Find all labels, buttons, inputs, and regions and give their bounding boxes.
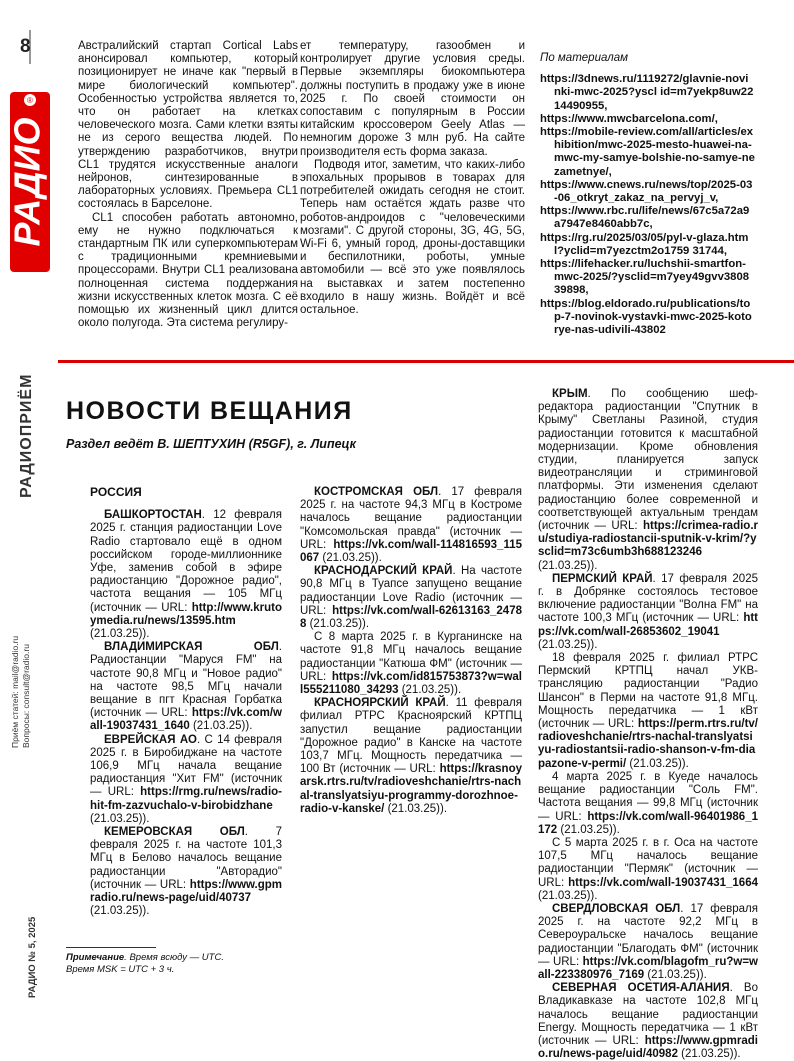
source-link[interactable]: https://vk.com/wall-62613163_24788 [300, 604, 522, 631]
reference-link[interactable]: https://mobile-review.com/all/articles/exhibition/mwc-2025-mesto-huawei-na-mwc-my-samye-bolshie-no-samye-nezametnye/, [540, 126, 755, 178]
news-text: . 12 февраля 2025 г. станция радиостанции Love Radio стартовало ещё в одном российском городе-миллионнике Уфе, заменив собой в эфире радиостанцию "Дорожное радио", частота вещания — 105 МГц (источник — URL: [90, 509, 282, 614]
news-text: . С 14 февраля 2025 г. в Биробиджане на частоте 106,9 МГц начала вещание радиостанция "Хит FM" (источник — URL: [90, 733, 282, 799]
region-name: КРЫМ [552, 388, 588, 400]
references-heading: По материалам [540, 52, 629, 64]
source-link[interactable]: https://vk.com/wall-96401986_1172 [538, 810, 758, 836]
source-date: (21.03.25)). [626, 757, 689, 770]
news-text: . 7 февраля 2025 г. на частоте 101,3 МГц в Белово началось вещание радиостанции "Авторадио" (источник — URL: [90, 826, 282, 891]
source-link[interactable]: https://crimea-radio.ru/studiya-radiostancii-sputnik-v-krim/?ysclid=m73c6umb3h688123246 [538, 520, 758, 559]
article-paragraph: CL1 способен работать автономно, ему не нужно подключаться к стандартным ПК или суперкомпьютерам с традиционными кремниевыми процессорами. Внутри CL1 реализована полноценная система поддержания жизни искусственных клеток мозга. С её помощью их жизненный цикл длится около полугода. Эта система регулиру- [78, 211, 298, 330]
source-link[interactable]: https://vk.com/wall-114816593_115067 [300, 538, 522, 565]
section-title: НОВОСТИ ВЕЩАНИЯ [66, 397, 353, 425]
source-link[interactable]: https://www.gpmradio.ru/news-page/uid/40737 [90, 878, 282, 905]
news-column-2 [300, 486, 522, 816]
contacts [10, 636, 32, 748]
news-item [90, 641, 282, 733]
source-link[interactable]: https://rmg.ru/news/radio-hit-fm-zazvuchalo-v-birobidzhane [90, 786, 282, 812]
region-name: КОСТРОМСКАЯ ОБЛ [314, 486, 439, 498]
reference-link[interactable]: https://www.cnews.ru/news/top/2025-03-06_otkryt_zakaz_na_pervyj_v, [540, 178, 753, 205]
source-date: (21.03.25)). [90, 905, 150, 918]
article-paragraph: Подводя итог, заметим, что каких-либо эпохальных прорывов в товарах для потребителей ожидать сегодня не стоит. Теперь нам остаётся ждать разве что роботов-андроидов с "человеческими мозгами". С другой стороны, 3G, 4G, 5G, Wi-Fi 6, умный город, дроны-доставщики и беспилотники, роботы, умные автомобили — всё это уже появлялось на выставках и затем постепенно входило в нашу жизнь. Войдёт и всё остальное. [300, 158, 525, 317]
news-column-3 [538, 388, 758, 1061]
region-name: КРАСНОДАРСКИЙ КРАЙ [314, 565, 453, 578]
source-date: (21.03.25)). [677, 1048, 741, 1061]
section-subtitle: Раздел ведёт В. ШЕПТУХИН (R5GF), г. Липецк [66, 437, 356, 451]
news-item [538, 573, 758, 652]
source-date: (21.03.25)). [384, 802, 448, 815]
source-link[interactable]: https://vk.com/blagofm_ru?w=wall-223380976_7169 [538, 955, 758, 981]
region-name: ЕВРЕЙСКАЯ АО [104, 733, 197, 746]
news-item [90, 826, 282, 918]
news-items-col3 [538, 388, 758, 1061]
region-name: ПЕРМСКИЙ КРАЙ [552, 572, 653, 585]
page-number-badge [29, 30, 49, 64]
news-item [300, 565, 522, 631]
note-rule [66, 947, 156, 948]
news-item [538, 652, 758, 771]
region-name: СЕВЕРНАЯ ОСЕТИЯ-АЛАНИЯ [552, 982, 730, 995]
news-item [538, 903, 758, 982]
news-item [90, 734, 282, 826]
source-date: (21.03.25)). [90, 628, 150, 641]
svg-text:РАДИО: РАДИО [6, 117, 48, 247]
news-text: 4 марта 2025 г. в Куеде началось вещание радиостанции "Соль FM". Частота вещания — 99,8 МГц (источник — URL: [538, 770, 758, 823]
note-text: . Время всюду — UTC. [124, 952, 224, 963]
country-heading: РОССИЯ [90, 485, 142, 499]
source-date: (21.03.25)). [538, 559, 598, 572]
source-date: (21.03.25)). [319, 552, 382, 565]
news-item [300, 697, 522, 816]
source-link[interactable]: https://www.gpmradio.ru/news-page/uid/40982 [538, 1034, 758, 1061]
news-text: С 8 марта 2025 г. в Курганинске на частоте 91,8 МГц началось вещание радиостанции "Катюша ФМ" (источник — URL: [300, 631, 522, 683]
news-items-col2 [300, 486, 522, 816]
contact-articles: Приём статей: mail@radio.ru [10, 635, 20, 748]
reference-link[interactable]: https://3dnews.ru/1119272/glavnie-novinki-mwc-2025?yscl id=m7yekp8uw2214490955, [540, 73, 754, 112]
news-text: . Во Владикавказе на частоте 102,8 МГц началось вещание радиостанции Energy. Мощность передатчика — 1 кВт (источник — URL: [538, 982, 758, 1047]
source-date: (21.03.25)). [538, 638, 598, 651]
article-paragraph: ет температуру, газообмен и контролирует другие условия среды. Первые экземпляры биокомпьютера должны поступить в продажу уже в июне 2025 г. По своей стоимости он сопоставим с популярным в России китайским кроссовером Geely Atlas — немногим дороже 3 млн руб. На сайте производителя есть форма заказа. [300, 40, 525, 158]
reference-link[interactable]: https://lifehacker.ru/luchshii-smartfon-mwc-2025/?ysclid=m7yey49gvv380839898, [540, 258, 750, 297]
footnote [66, 952, 224, 976]
news-item [538, 982, 758, 1061]
news-text: 18 февраля 2025 г. филиал РТРС Пермский КРТПЦ начал УКВ-трансляцию радиостанции "Радио Шансон" в Перми на частоте 91,8 МГц. Мощность передатчика — 1 кВт (источник — URL: [538, 652, 758, 731]
source-link[interactable]: https://vk.com/id815753873?w=wall555211080_34293 [300, 670, 522, 697]
source-date: (21.03.25)). [306, 618, 370, 631]
svg-text:®: ® [27, 96, 33, 105]
source-link[interactable]: https://vk.com/wall-26853602_19041 [538, 612, 758, 638]
region-name: СВЕРДЛОВСКАЯ ОБЛ [552, 902, 681, 915]
reference-link[interactable]: https://rg.ru/2025/03/05/pyl-v-glaza.html?yclid=m7yezctm2o1759 31744, [540, 231, 749, 257]
source-date: (21.03.25)). [557, 823, 620, 836]
region-name: БАШКОРТОСТАН [104, 509, 202, 522]
source-link[interactable]: https://perm.rtrs.ru/tv/radioveshchanie/rtrs-nachal-translyatsiyu-radiostantsii-radio-shanson-v-fm-diapazone-v-permi/ [538, 718, 758, 770]
source-date: (21.03.25)). [189, 720, 253, 733]
news-text: . 17 февраля 2025 г. в Добрянке состоялось тестовое включение радиостанции "Волна FM" на частоте 100,3 МГц (источник — URL: [538, 572, 758, 625]
news-item [90, 509, 282, 641]
source-date: (21.03.25)). [398, 684, 462, 697]
news-items-col1 [90, 509, 282, 918]
source-date: (21.03.25)). [538, 889, 598, 902]
article-column-2 [300, 40, 525, 317]
news-text: С 5 марта 2025 г. в г. Оса на частоте 107,5 МГц началось вещание радиостанции "Пермяк" (источник — URL: [538, 836, 758, 889]
news-text: . На частоте 90,8 МГц в Туапсе запущено вещание радиостанции Love Radio (источник — URL: [300, 565, 522, 617]
sidebar [0, 0, 58, 1020]
news-text: . 17 февраля 2025 г. на частоте 94,3 МГц в Костроме началось вещание радиостанции "Комсомольская правда" (источник — URL: [300, 486, 522, 551]
note-label: Примечание [66, 952, 125, 963]
news-text: . По сообщению шеф-редактора радиостанции "Спутник в Крыму" Светланы Разиной, студия радиостанции готовится к масштабной модернизации. Кроме обновления студии, планируется запуск видеотрансляции и стриминговой платформы. Эти изменения сделают радиостанцию более современной и соответствующей актуальным трендам (источник — URL: [538, 388, 758, 533]
source-link[interactable]: http://www.krutoymedia.ru/news/13595.htm [90, 601, 282, 627]
news-column-1 [90, 486, 282, 919]
page-number: 8 [20, 36, 31, 57]
source-date: (21.03.25)). [90, 812, 150, 825]
region-name: КЕМЕРОВСКАЯ ОБЛ [104, 826, 245, 839]
note-line2: Время MSK = UTC + 3 ч. [66, 964, 175, 975]
news-text: . 11 февраля филиал РТРС Красноярский КРТПЦ запустил вещание радиостанции "Дорожное радио" в Канске на частоте 103,7 МГц. Мощность передатчика — 100 Вт (источник — URL: [300, 697, 522, 776]
reference-link[interactable]: https://www.mwcbarcelona.com/, [540, 112, 718, 125]
source-link[interactable]: https://vk.com/wall-19037431_1640 [90, 707, 282, 733]
news-item [300, 486, 522, 565]
news-item [300, 631, 522, 697]
source-date: (21.03.25)). [644, 968, 707, 981]
article-paragraph: Австралийский стартап Cortical Labs анонсировал компьютер, который позиционирует не иначе как "первый в мире биологический компьютер". Особенностью устройства является то, что он работает на клетках человеческого мозга. Сами клетки взяты не из серого вещества людей. По утверждению разработчиков, внутри CL1 трудятся искусственные аналоги нейронов, синтезированные в лабораторных условиях. Премьера CL1 состоялась в Барселоне. [78, 40, 298, 211]
references [540, 52, 755, 337]
news-text: . Радиостанции "Маруся FM" на частоте 90,8 МГц и "Новое радио" на частоте 98,5 МГц начали вещание в пгт Красная Горбатка (источник — URL: [90, 641, 282, 720]
contact-questions: Вопросы: consult@radio.ru [21, 644, 31, 748]
news-item [538, 837, 758, 903]
source-link[interactable]: https://krasnoyarsk.rtrs.ru/tv/radioveshchanie/rtrs-nachal-translyatsiyu-programmy-dorozhnoe-radio-v-kanske/ [300, 763, 522, 815]
issue-label: РАДИО № 5, 2025 [27, 916, 38, 998]
section-label: РАДИОПРИЁМ [18, 373, 35, 498]
source-link[interactable]: https://vk.com/wall-19037431_1664 [568, 876, 758, 889]
reference-link[interactable]: https://blog.eldorado.ru/publications/top-7-novinok-vystavki-mwc-2025-kotorye-nas-udivili-43802 [540, 297, 752, 337]
reference-link[interactable]: https://www.rbc.ru/life/news/67c5a72a9a7947e8460abb7c, [540, 205, 750, 231]
article-column-1 [78, 40, 298, 330]
region-name: ВЛАДИМИРСКАЯ ОБЛ [104, 641, 279, 654]
region-name: КРАСНОЯРСКИЙ КРАЙ [314, 697, 446, 710]
news-item [538, 771, 758, 837]
news-item [538, 388, 758, 573]
section-divider [58, 360, 794, 363]
news-text: . 17 февраля 2025 г. на частоте 92,2 МГц в Североуральске началось вещание радиостанции "Благодать ФМ" (источник — URL: [538, 902, 758, 968]
radio-logo [4, 92, 56, 272]
